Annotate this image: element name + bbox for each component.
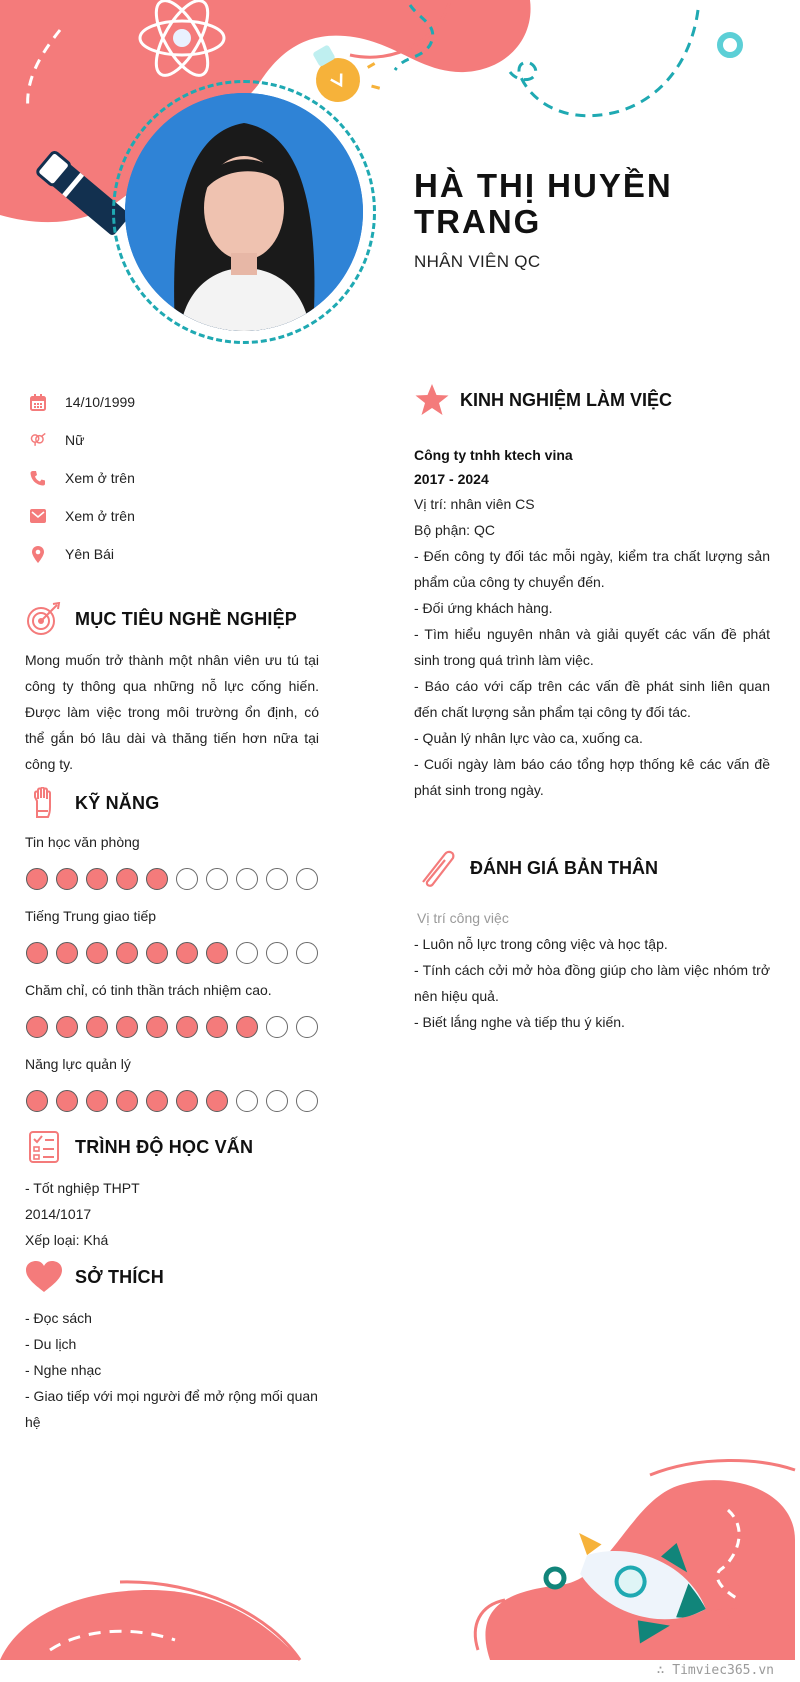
rating-dot-empty <box>176 868 198 890</box>
rating-dot-empty <box>296 868 318 890</box>
skill-rating <box>25 1001 319 1053</box>
rating-dot-empty <box>296 942 318 964</box>
rating-dot-filled <box>116 942 138 964</box>
email-value: Xem ở trên <box>65 508 135 524</box>
candidate-name: HÀ THỊ HUYỀN TRANG <box>414 167 673 240</box>
experience-line: - Quản lý nhân lực vào ca, xuống ca. <box>414 730 643 746</box>
phone-value: Xem ở trên <box>65 470 135 486</box>
education-details <box>25 1175 319 1253</box>
gender-value: Nữ <box>65 432 85 448</box>
rating-dot-filled <box>206 1016 228 1038</box>
contact-phone <box>25 459 319 497</box>
rating-dot-filled <box>86 1016 108 1038</box>
rating-dot-empty <box>236 868 258 890</box>
rating-dot-empty <box>266 1090 288 1112</box>
experience-line: - Báo cáo với cấp trên các vấn đề phát sinh liên quan đến chất lượng sản phẩm tại công ty đối tác. <box>414 678 770 720</box>
hobby-item: - Giao tiếp với mọi người để mở rộng mối quan hệ <box>25 1388 318 1430</box>
rating-dot-filled <box>146 1090 168 1112</box>
experience-line: Bộ phận: QC <box>414 522 495 538</box>
dob-value: 14/10/1999 <box>65 394 136 410</box>
profile-photo <box>125 93 363 331</box>
company-name: Công ty tnhh ktech vina <box>414 447 573 463</box>
coral-blob-bottom-left <box>0 1590 300 1660</box>
rating-dot-filled <box>116 1016 138 1038</box>
rating-dot-empty <box>236 942 258 964</box>
experience-line: - Cuối ngày làm báo cáo tổng hợp thống kê các vấn đề phát sinh trong ngày. <box>414 756 770 798</box>
experience-title: KINH NGHIỆM LÀM VIỆC <box>460 389 673 410</box>
location-pin-icon <box>30 545 46 563</box>
skills-list <box>25 831 319 1127</box>
skill-name: Năng lực quản lý <box>25 1056 131 1072</box>
contact-list <box>25 383 319 573</box>
assessment-line: - Tính cách cởi mở hòa đồng giúp cho làm việc nhóm trở nên hiệu quả. <box>414 962 770 1004</box>
rating-dot-empty <box>266 942 288 964</box>
skills-title: KỸ NĂNG <box>75 792 160 813</box>
rating-dot-empty <box>266 868 288 890</box>
calendar-icon <box>30 393 46 411</box>
rating-dot-filled <box>116 868 138 890</box>
rating-dot-filled <box>86 868 108 890</box>
rating-dot-filled <box>146 1016 168 1038</box>
swirl-bottom-right <box>650 1460 795 1475</box>
checklist-icon <box>25 1129 63 1165</box>
rating-dot-filled <box>56 942 78 964</box>
self-assessment-heading <box>414 843 770 893</box>
objective-heading <box>25 599 319 639</box>
rating-dot-filled <box>56 1090 78 1112</box>
education-title: TRÌNH ĐỘ HỌC VẤN <box>75 1136 254 1157</box>
contact-gender <box>25 421 319 459</box>
right-column <box>414 375 770 1035</box>
skill-name: Tin học văn phòng <box>25 834 140 850</box>
rating-dot-empty <box>236 1090 258 1112</box>
email-icon <box>30 507 46 525</box>
star-icon <box>414 380 450 420</box>
left-column <box>25 383 319 1435</box>
rating-dot-filled <box>206 1090 228 1112</box>
candidate-job-title: NHÂN VIÊN QC <box>414 252 541 271</box>
rating-dot-filled <box>236 1016 258 1038</box>
contact-address <box>25 535 319 573</box>
hand-icon <box>25 785 63 821</box>
rating-dot-filled <box>26 1016 48 1038</box>
education-line: Xếp loại: Khá <box>25 1232 109 1248</box>
rating-dot-filled <box>176 942 198 964</box>
hobby-item: - Du lịch <box>25 1336 77 1352</box>
rating-dot-filled <box>116 1090 138 1112</box>
objective-text: Mong muốn trở thành một nhân viên ưu tú tại công ty thông qua những nỗ lực cống hiến. Được làm việc trong môi trường ổn định, có thể gắn bó lâu dài và thăng tiến hơn nữa tại công ty. <box>25 652 319 772</box>
assessment-line: - Biết lắng nghe và tiếp thu ý kiến. <box>414 1014 625 1030</box>
rating-dot-filled <box>26 1090 48 1112</box>
education-heading <box>25 1127 319 1167</box>
education-line: - Tốt nghiệp THPT <box>25 1180 140 1196</box>
skill-name: Tiếng Trung giao tiếp <box>25 908 157 924</box>
assessment-line: - Luôn nỗ lực trong công việc và học tập. <box>414 936 668 952</box>
ring-icon-bottom <box>546 1569 564 1587</box>
hobby-item: - Đọc sách <box>25 1310 92 1326</box>
skill-rating <box>25 927 319 979</box>
profile-photo-frame <box>112 80 376 344</box>
gender-icon <box>30 431 46 449</box>
hobby-item: - Nghe nhạc <box>25 1362 102 1378</box>
target-icon <box>25 601 63 637</box>
rating-dot-empty <box>296 1090 318 1112</box>
rating-dot-filled <box>86 942 108 964</box>
watermark: ∴ Timviec365.vn <box>656 1663 774 1678</box>
rating-dot-empty <box>206 868 228 890</box>
self-assessment-subtitle: Vị trí công việc <box>417 910 509 926</box>
rating-dot-filled <box>56 868 78 890</box>
experience-heading <box>414 375 770 425</box>
self-assessment-list <box>414 931 770 1035</box>
rating-dot-empty <box>266 1016 288 1038</box>
education-line: 2014/1017 <box>25 1206 92 1222</box>
hobbies-title: SỞ THÍCH <box>75 1266 164 1287</box>
employment-period: 2017 - 2024 <box>414 471 489 487</box>
rating-dot-empty <box>296 1016 318 1038</box>
experience-line: Vị trí: nhân viên CS <box>414 496 535 512</box>
skills-heading <box>25 783 319 823</box>
objective-title: MỤC TIÊU NGHỀ NGHIỆP <box>75 608 298 629</box>
heart-icon <box>25 1259 63 1295</box>
contact-email <box>25 497 319 535</box>
contact-dob <box>25 383 319 421</box>
paperclip-icon <box>414 848 460 888</box>
skill-rating <box>25 853 319 905</box>
rating-dot-filled <box>206 942 228 964</box>
rating-dot-filled <box>26 942 48 964</box>
hobbies-heading <box>25 1257 319 1297</box>
experience-line: - Đến công ty đối tác mỗi ngày, kiểm tra chất lượng sản phẩm của công ty chuyển đến. <box>414 548 770 590</box>
experience-line: - Tìm hiểu nguyên nhân và giải quyết các vấn đề phát sinh trong quá trình làm việc. <box>414 626 770 668</box>
rating-dot-filled <box>86 1090 108 1112</box>
rating-dot-filled <box>56 1016 78 1038</box>
rating-dot-filled <box>176 1090 198 1112</box>
experience-line: - Đối ứng khách hàng. <box>414 600 553 616</box>
rating-dot-filled <box>146 942 168 964</box>
self-assessment-title: ĐÁNH GIÁ BẢN THÂN <box>470 857 658 878</box>
rating-dot-filled <box>176 1016 198 1038</box>
hobbies-list <box>25 1305 319 1435</box>
experience-details <box>414 491 770 803</box>
phone-icon <box>30 469 46 487</box>
address-value: Yên Bái <box>65 546 115 562</box>
skill-rating <box>25 1075 319 1127</box>
rating-dot-filled <box>146 868 168 890</box>
skill-name: Chăm chỉ, có tinh thần trách nhiệm cao. <box>25 982 272 998</box>
rating-dot-filled <box>26 868 48 890</box>
